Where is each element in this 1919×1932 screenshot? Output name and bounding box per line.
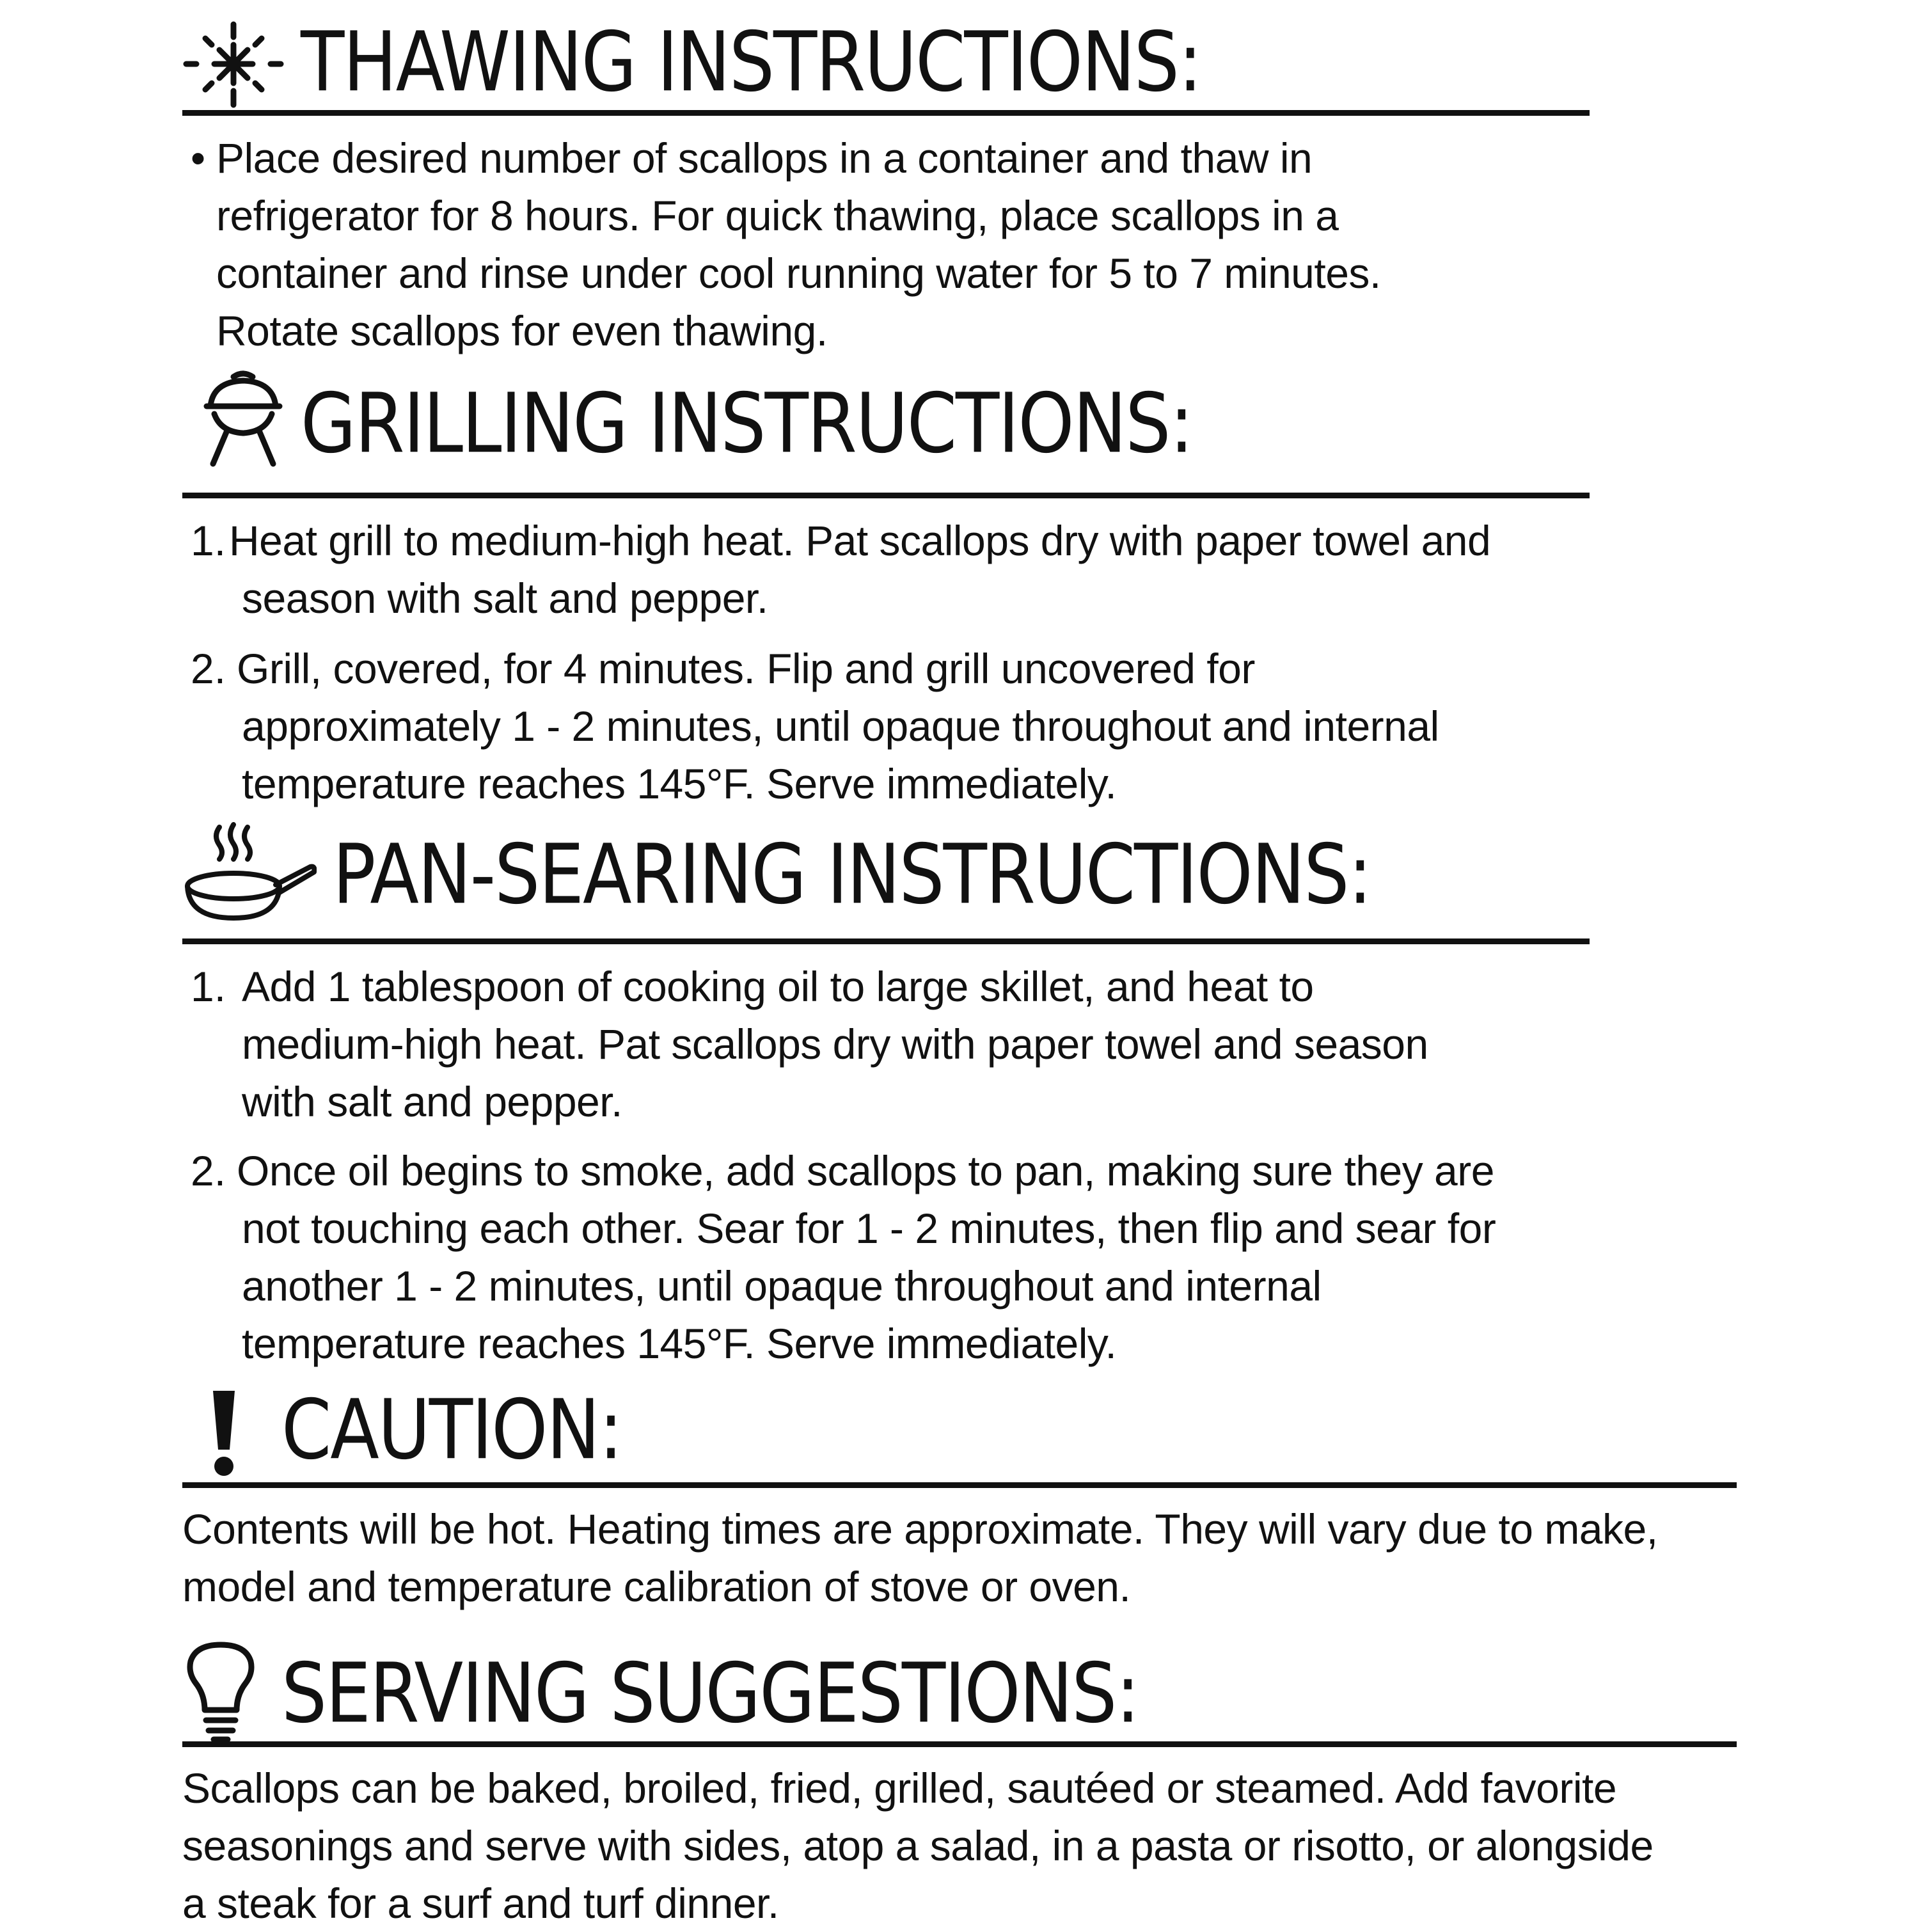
serving-line: seasonings and serve with sides, atop a salad, in a pasta or risotto, or alongside (182, 1822, 1654, 1869)
step-line: temperature reaches 145°F. Serve immediately. (242, 760, 1117, 807)
step-text (191, 512, 1490, 627)
pan-searing-heading-row (0, 819, 1919, 928)
step-number: 2. (191, 1147, 226, 1194)
caution-divider (182, 1482, 1737, 1488)
serving-line: Scallops can be baked, broiled, fried, grilled, sautéed or steamed. Add favorite (182, 1764, 1617, 1812)
step-line: with salt and pepper. (242, 1078, 622, 1125)
thawing-line: container and rinse under cool running water for 5 to 7 minutes. (216, 249, 1381, 297)
step-line: Grill, covered, for 4 minutes. Flip and grill uncovered for (237, 645, 1255, 692)
step-text (191, 958, 1428, 1130)
sun-snowflake-icon (182, 19, 285, 109)
caution-line: model and temperature calibration of stove or oven. (182, 1563, 1131, 1610)
step-line: approximately 1 - 2 minutes, until opaque throughout and internal (242, 702, 1439, 750)
lightbulb-icon (186, 1641, 256, 1743)
caution-body (182, 1500, 1658, 1615)
serving-title: SERVING SUGGESTIONS: (281, 1645, 1139, 1742)
step-number: 1. (191, 517, 226, 564)
step-line: another 1 - 2 minutes, until opaque throughout and internal (242, 1262, 1322, 1310)
thawing-bullet: • (191, 134, 205, 182)
caution-title: CAUTION: (281, 1382, 622, 1478)
thawing-line: refrigerator for 8 hours. For quick thawing, place scallops in a (216, 192, 1339, 239)
grilling-title: GRILLING INSTRUCTIONS: (301, 376, 1193, 472)
serving-divider (182, 1741, 1737, 1747)
step-line: Once oil begins to smoke, add scallops to pan, making sure they are (237, 1147, 1494, 1194)
exclamation-icon (208, 1388, 240, 1478)
step-line: not touching each other. Sear for 1 - 2 minutes, then flip and sear for (242, 1205, 1496, 1252)
step-number: 1. (191, 963, 226, 1010)
grilling-divider (182, 493, 1590, 498)
pan-searing-divider (182, 938, 1590, 944)
step-line: temperature reaches 145°F. Serve immediately. (242, 1320, 1117, 1367)
pan-searing-title: PAN-SEARING INSTRUCTIONS: (333, 827, 1371, 923)
caution-heading-row (0, 1375, 1919, 1484)
step-line: Heat grill to medium-high heat. Pat scallops dry with paper towel and (229, 517, 1491, 564)
step-line: medium-high heat. Pat scallops dry with paper towel and season (242, 1020, 1428, 1068)
thawing-title: THAWING INSTRUCTIONS: (301, 14, 1201, 111)
grill-icon (201, 368, 285, 470)
step-text (191, 1142, 1496, 1372)
step-number: 2. (191, 645, 226, 692)
caution-line: Contents will be hot. Heating times are approximate. They will vary due to make, (182, 1505, 1658, 1553)
step-line: season with salt and pepper. (242, 574, 768, 622)
grilling-heading-row (0, 365, 1919, 473)
thawing-heading-row (0, 6, 1919, 115)
frying-pan-icon (182, 822, 317, 924)
thawing-lines (216, 129, 1381, 360)
serving-body (182, 1759, 1654, 1932)
step-line: Add 1 tablespoon of cooking oil to large skillet, and heat to (242, 963, 1314, 1010)
serving-line: a steak for a surf and turf dinner. (182, 1880, 779, 1927)
thawing-divider (182, 110, 1590, 116)
thawing-line: Rotate scallops for even thawing. (216, 307, 828, 354)
step-text (191, 640, 1439, 812)
serving-heading-row (0, 1635, 1919, 1743)
thawing-line: Place desired number of scallops in a container and thaw in (216, 134, 1313, 182)
